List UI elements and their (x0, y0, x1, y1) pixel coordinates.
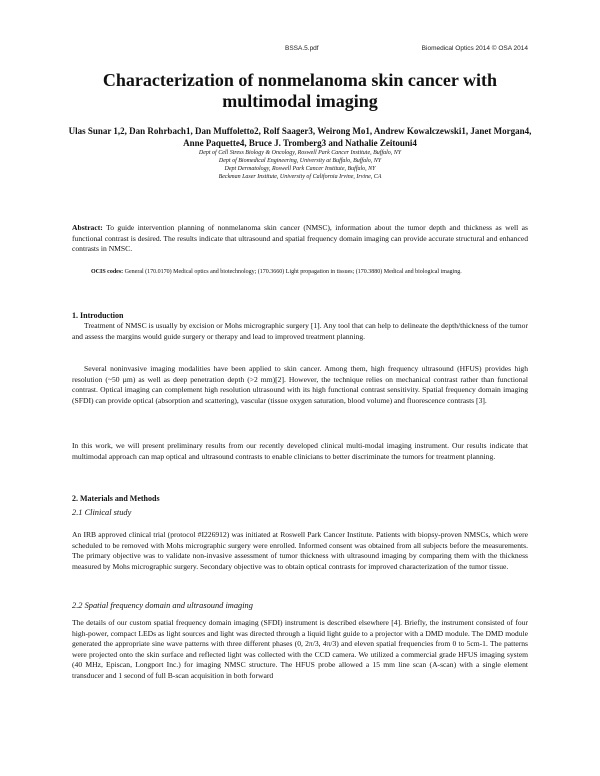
affiliations (60, 149, 540, 181)
intro-paragraph-1: Treatment of NMSC is usually by excision or Mohs micrographic surgery [1]. Any tool that can help to delineate the depth/thickness of the tumor and assess the margins would guide surgery or therapy and lead to improved treatment planning. (72, 321, 528, 341)
affiliation-2: Dept of Biomedical Engineering, University at Buffalo, Buffalo, NY (218, 158, 382, 165)
abstract-text: To guide intervention planning of nonmelanoma skin cancer (NMSC), information about the tumor depth and thickness as well as functional contrast is desired. The results indicate that ultrasound and spatial frequency domain imaging can provide accurate structural and enhanced contrasts in NMSC. (72, 223, 529, 254)
section-heading-methods: 2. Materials and Methods (72, 494, 160, 503)
abstract-label: Abstract: (72, 223, 103, 232)
intro-paragraph-2: Several noninvasive imaging modalities have been applied to skin cancer. Among them, high frequency ultrasound (HFUS) provides high resolution (~50 µm) as well as deep penetration depth (>2 mm)[2]. However, the technique relies on mechanical contrast rather than functional contrast. Optical imaging can complement high resolution ultrasound with its high functional contrast sensitivity. Spatial frequency domain imaging (SFDI) can provide optical (absorption and scattering), vascular (tissue oxygen saturation, blood volume) and fluorescence contrasts [3]. (72, 364, 528, 405)
section-heading-introduction: 1. Introduction (72, 311, 124, 320)
ocis-codes (91, 268, 528, 276)
ocis-label: OCIS codes: (91, 269, 124, 275)
sfdi-ultrasound-paragraph: The details of our custom spatial frequency domain imaging (SFDI) instrument is described elsewhere [4]. Briefly, the instrument consisted of four high-power, compact LEDs as light sources and light was directed through a liquid light guide to a projector with a DMD module. The DMD module generated the appropriate sine wave patterns with three different phases (0, 2π/3, 4π/3) and eleven spatial frequencies from 0 to 5cm-1. The patterns were projected onto the skin surface and reflected light was collected with the CCD camera. We utilized a commercial grade HFUS imaging system (40 MHz, Episcan, Longport Inc.) for imaging NMSC structure. The HFUS probe allowed a 15 mm line scan (A-scan) with a single element transducer and 1 second of full B-scan acquisition in both forward (72, 618, 528, 680)
author-list: Ulas Sunar 1,2, Dan Rohrbach1, Dan Muffoletto2, Rolf Saager3, Weirong Mo1, Andrew Kowalczewski1, Janet Morgan4, Anne Paquette4, Bruce J. Tromberg3 and Nathalie Zeitouni4 (68, 126, 532, 148)
header-file-name: BSSA.5.pdf (285, 45, 319, 52)
affiliation-4: Beckman Laser Institute, University of California Irvine, Irvine, CA (218, 174, 382, 181)
abstract (72, 223, 528, 255)
paper-title: Characterization of nonmelanoma skin cancer with multimodal imaging (102, 70, 498, 111)
clinical-study-paragraph: An IRB approved clinical trial (protocol #I226912) was initiated at Roswell Park Cancer Institute. Patients with biopsy-proven NMSCs, which were scheduled to be removed with Mohs micrographic surgery were enrolled. Informed consent was obtained from all subjects before the measurements. The primary objective was to validate non-invasive assessment of tumor thickness with ultrasound imaging by comparing them with the thickness measured by Mohs micrographic surgery. Secondary objective was to obtain optical contrasts for improved characterization of the tumor tissue. (72, 530, 528, 571)
affiliation-3: Dept Dermatology, Roswell Park Cancer Institute, Buffalo, NY (224, 166, 376, 173)
affiliation-1: Dept of Cell Stress Biology & Oncology, Roswell Park Cancer Institute, Buffalo, NY (198, 150, 402, 156)
subsection-heading-sfdi-ultrasound: 2.2 Spatial frequency domain and ultrasound imaging (72, 601, 253, 610)
intro-paragraph-3: In this work, we will present preliminary results from our recently developed clinical multi-modal imaging instrument. Our results indicate that multimodal approach can map optical and ultrasound contrasts to enable clinicians to better discriminate the tumors for treatment planning. (72, 441, 528, 461)
subsection-heading-clinical-study: 2.1 Clinical study (72, 508, 132, 517)
ocis-text: General (170.0170) Medical optics and biotechnology; (170.3660) Light propagation in tissues; (170.3880) Medical and biological imaging. (124, 269, 462, 275)
header-conference: Biomedical Optics 2014 © OSA 2014 (421, 45, 528, 52)
